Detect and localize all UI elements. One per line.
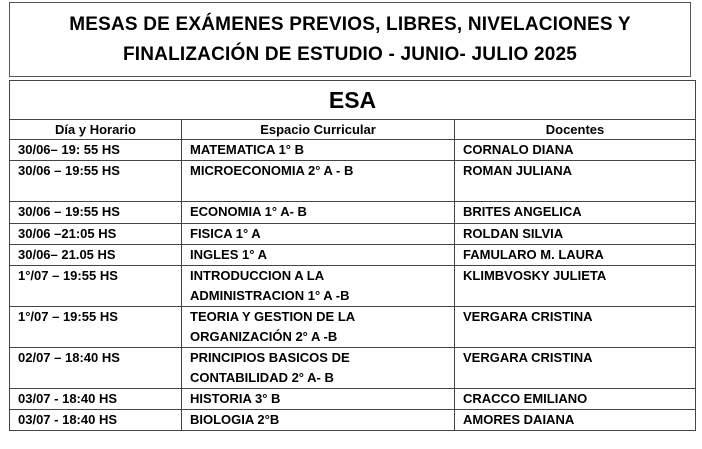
- title-line-2: FINALIZACIÓN DE ESTUDIO - JUNIO- JULIO 2025: [122, 44, 578, 65]
- row-date: 30/06– 19: 55 HS: [10, 140, 182, 161]
- subject-line: FISICA 1° A: [190, 226, 261, 241]
- table-row: [10, 224, 696, 245]
- row-teacher: VERGARA CRISTINA: [455, 307, 696, 348]
- row-date: 30/06 – 19:55 HS: [10, 161, 182, 202]
- row-date: 03/07 - 18:40 HS: [10, 410, 182, 431]
- exam-schedule-table-wrap: [9, 80, 695, 446]
- table-row: [10, 202, 696, 224]
- exam-schedule-table: [9, 80, 696, 431]
- subject-line: INGLES 1° A: [190, 247, 267, 262]
- header-row: [10, 120, 696, 140]
- row-teacher: AMORES DAIANA: [455, 410, 696, 431]
- table-row: [10, 245, 696, 266]
- section-title: ESA: [10, 81, 696, 120]
- subject-line: CONTABILIDAD 2° A- B: [190, 370, 334, 385]
- row-teacher: ROMAN JULIANA: [455, 161, 696, 202]
- row-subject: [182, 266, 455, 307]
- row-subject: [182, 348, 455, 389]
- subject-line: MATEMATICA 1° B: [190, 142, 305, 157]
- header-teachers: Docentes: [455, 120, 696, 140]
- header-date: Día y Horario: [10, 120, 182, 140]
- subject-line: INTRODUCCION A LA: [190, 268, 325, 283]
- section-row: [10, 81, 696, 120]
- table-row: [10, 348, 696, 389]
- subject-line: BIOLOGIA 2°B: [190, 412, 280, 427]
- row-date: 03/07 - 18:40 HS: [10, 389, 182, 410]
- subject-line: ECONOMIA 1° A- B: [190, 204, 307, 219]
- subject-line: PRINCIPIOS BASICOS DE: [190, 350, 350, 365]
- row-date: 1°/07 – 19:55 HS: [10, 266, 182, 307]
- row-date: 02/07 – 18:40 HS: [10, 348, 182, 389]
- row-subject: [182, 389, 455, 410]
- subject-line: HISTORIA 3° B: [190, 391, 281, 406]
- subject-line: ADMINISTRACION 1° A -B: [190, 288, 350, 303]
- header-subject: Espacio Curricular: [182, 120, 455, 140]
- row-date: 30/06 – 19:55 HS: [10, 202, 182, 224]
- row-date: 1°/07 – 19:55 HS: [10, 307, 182, 348]
- table-row: [10, 140, 696, 161]
- row-subject: [182, 161, 455, 202]
- table-row: [10, 307, 696, 348]
- row-subject: [182, 140, 455, 161]
- row-date: 30/06 –21:05 HS: [10, 224, 182, 245]
- page-title: [9, 2, 691, 77]
- row-teacher: KLIMBVOSKY JULIETA: [455, 266, 696, 307]
- row-teacher: ROLDAN SILVIA: [455, 224, 696, 245]
- row-subject: [182, 245, 455, 266]
- subject-line: TEORIA Y GESTION DE LA: [190, 309, 356, 324]
- table-row: [10, 161, 696, 202]
- table-row: [10, 266, 696, 307]
- subject-line: MICROECONOMIA 2° A - B: [190, 163, 354, 178]
- row-subject: [182, 307, 455, 348]
- table-row: [10, 389, 696, 410]
- row-teacher: BRITES ANGELICA: [455, 202, 696, 224]
- table-row: [10, 410, 696, 431]
- row-subject: [182, 410, 455, 431]
- row-teacher: CORNALO DIANA: [455, 140, 696, 161]
- row-teacher: VERGARA CRISTINA: [455, 348, 696, 389]
- row-subject: [182, 202, 455, 224]
- row-teacher: CRACCO EMILIANO: [455, 389, 696, 410]
- row-subject: [182, 224, 455, 245]
- row-teacher: FAMULARO M. LAURA: [455, 245, 696, 266]
- title-line-1: MESAS DE EXÁMENES PREVIOS, LIBRES, NIVELACIONES Y: [69, 14, 631, 35]
- row-date: 30/06– 21.05 HS: [10, 245, 182, 266]
- subject-line: ORGANIZACIÓN 2° A -B: [190, 329, 338, 344]
